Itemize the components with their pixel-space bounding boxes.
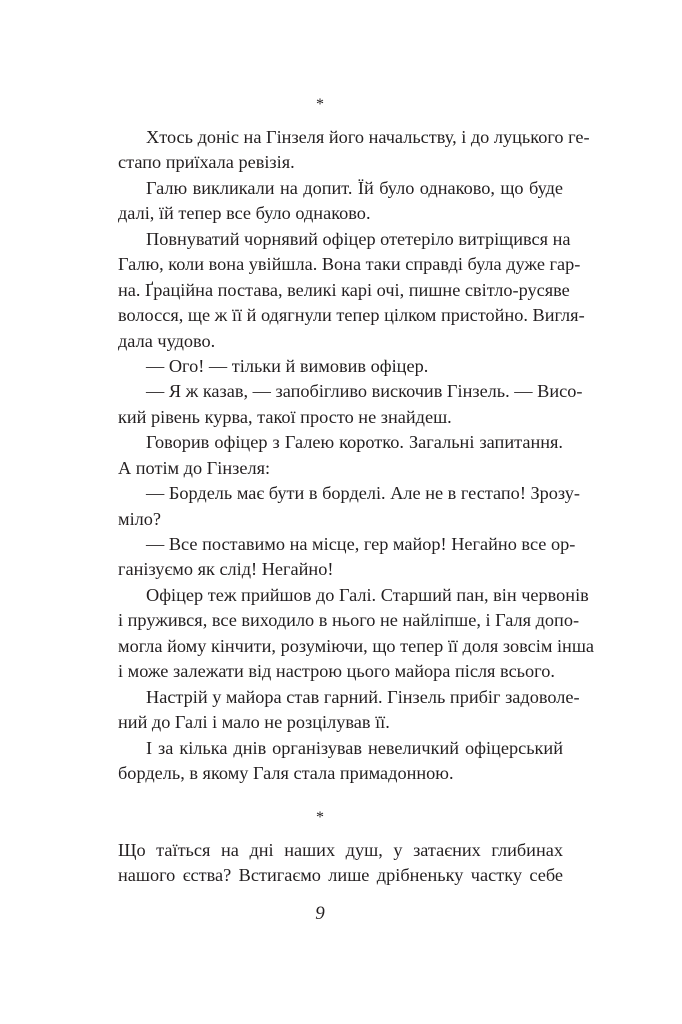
text-line: Говорив офіцер з Галею коротко. Загальні запитання. [146, 432, 563, 453]
text-line: І за кілька днів організував невеличкий офіцерський [146, 737, 563, 758]
text-line: — Бордель має бути в борделі. Але не в гестапо! Зрозу- [146, 483, 580, 504]
text-line: А потім до Гінзеля: [118, 457, 271, 478]
text-line: міло? [118, 508, 162, 529]
section-separator: * [316, 96, 324, 113]
text-line: — Ого! — тільки й вимовив офіцер. [146, 355, 429, 376]
page-number: 9 [315, 903, 325, 924]
text-line: і може залежати від настрою цього майора після всього. [118, 661, 555, 682]
text-line: — Я ж казав, — запобігливо вискочив Гінзель. — Висо- [146, 381, 583, 402]
text-line: — Все поставимо на місце, гер майор! Негайно все ор- [146, 534, 576, 554]
text-line: Офіцер теж прийшов до Галі. Старший пан, він червонів [146, 584, 589, 605]
text-line: могла йому кінчити, розуміючи, що тепер її доля зовсім інша [118, 635, 595, 656]
text-line: Настрій у майора став гарний. Гінзель прибіг задоволе- [146, 686, 580, 707]
section-2-text [118, 838, 563, 889]
text-line: волосся, ще ж її й одягнули тепер цілком пристойно. Вигля- [118, 305, 585, 326]
text-line: дала чудово. [118, 330, 216, 351]
text-line: далі, їй тепер все було однаково. [118, 203, 371, 224]
text-line: стапо приїхала ревізія. [118, 152, 295, 173]
text-line: Хтось доніс на Гінзеля його начальству, і до луцького ге- [146, 127, 590, 147]
text-line: Повнуватий чорнявий офіцер отетеріло витріщився на [146, 228, 571, 249]
text-line: кий рівень курва, такої просто не знайдеш. [118, 406, 452, 427]
text-line: і пружився, все виходило в нього не найліпше, і Галя допо- [118, 610, 580, 631]
section-1-text [118, 125, 595, 786]
text-line: нашого єства? Встигаємо лише дрібненьку частку себе [118, 865, 563, 886]
text-line: Що таїться на дні наших душ, у затаєних глибинах [118, 840, 563, 860]
text-line: Галю, коли вона увійшла. Вона таки справді була дуже гар- [118, 254, 581, 275]
text-line: ний до Галі і мало не розцілував її. [118, 712, 390, 733]
text-line: на. Ґраційна постава, великі карі очі, пишне світло-русяве [118, 279, 570, 300]
text-line: ганізуємо як слід! Негайно! [118, 559, 334, 580]
text-line: бордель, в якому Галя стала примадонною. [118, 762, 454, 783]
section-separator: * [316, 809, 324, 826]
text-line: Галю викликали на допит. Їй було однаково, що буде [146, 177, 563, 198]
